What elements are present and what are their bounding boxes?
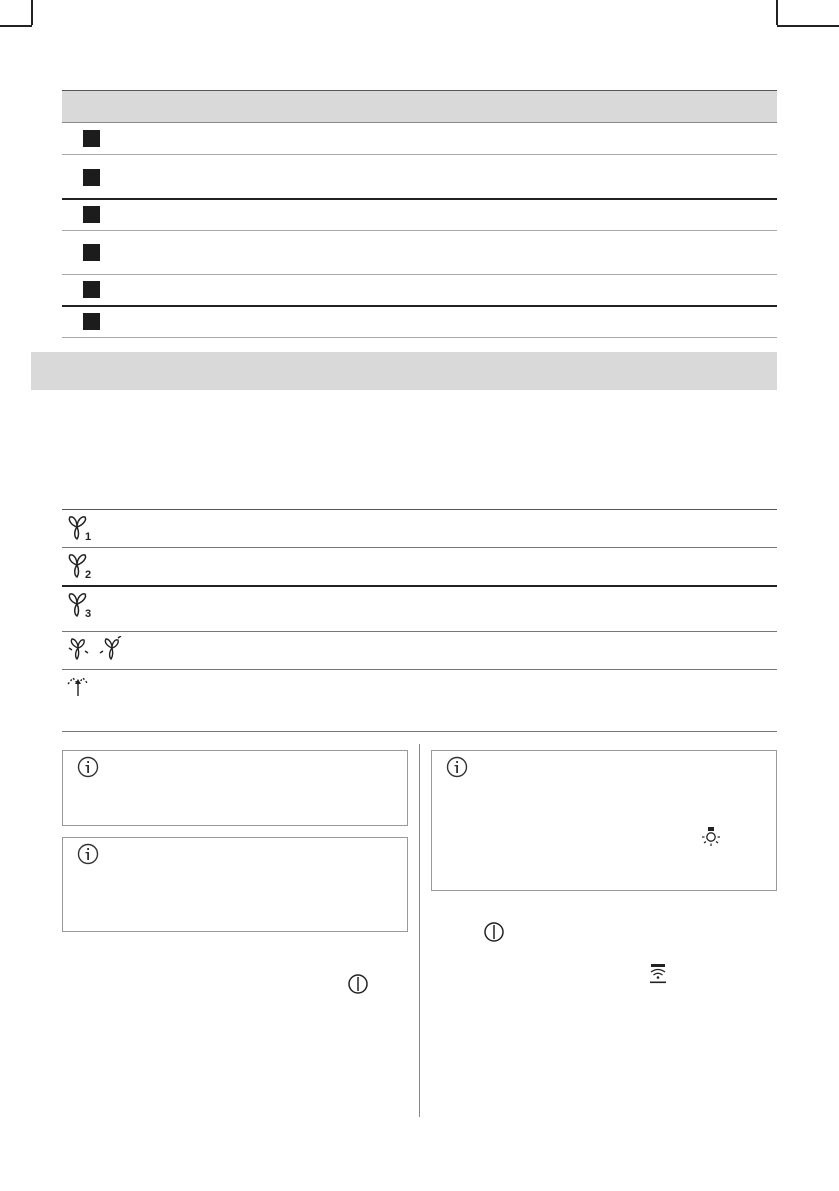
info-icon — [77, 843, 99, 865]
boost-arrows-icon — [65, 672, 99, 700]
black-square-marker — [83, 169, 100, 186]
crop-mark-top-left — [0, 25, 32, 27]
hob2hood-wireless-icon — [648, 963, 668, 985]
section-heading-bar — [31, 352, 777, 390]
column-divider — [419, 744, 420, 1117]
fan-speed-2-icon — [65, 552, 99, 582]
fan-speed-3-icon — [65, 591, 99, 621]
light-bulb-icon — [699, 826, 723, 850]
fan-animation-icon — [65, 636, 129, 664]
table-row — [62, 587, 777, 632]
svg-text:2: 2 — [85, 569, 92, 581]
power-icon — [483, 921, 505, 943]
info-note-3 — [431, 750, 777, 891]
table-row — [62, 632, 777, 670]
info-note-1 — [62, 750, 408, 826]
crop-mark-top-left-vertical — [31, 0, 33, 25]
components-table — [62, 90, 777, 338]
table-row — [62, 510, 777, 548]
table-row — [62, 307, 777, 338]
table-row — [62, 231, 777, 275]
crop-mark-top-right — [777, 25, 839, 27]
power-icon — [347, 973, 369, 995]
table-row — [62, 200, 777, 231]
info-icon — [446, 756, 468, 778]
black-square-marker — [83, 281, 100, 298]
black-square-marker — [83, 244, 100, 261]
info-icon — [77, 756, 99, 778]
table-row — [62, 275, 777, 307]
black-square-marker — [83, 313, 100, 330]
black-square-marker — [83, 130, 100, 147]
symbols-table — [62, 509, 777, 732]
components-table-header — [62, 90, 777, 123]
table-row — [62, 123, 777, 155]
fan-speed-1-icon — [65, 514, 99, 544]
black-square-marker — [83, 206, 100, 223]
svg-text:1: 1 — [85, 531, 92, 543]
svg-text:3: 3 — [85, 608, 92, 620]
crop-mark-top-right-vertical — [776, 0, 778, 25]
table-row — [62, 155, 777, 200]
table-row — [62, 670, 777, 732]
table-row — [62, 548, 777, 587]
info-note-2 — [62, 837, 408, 932]
